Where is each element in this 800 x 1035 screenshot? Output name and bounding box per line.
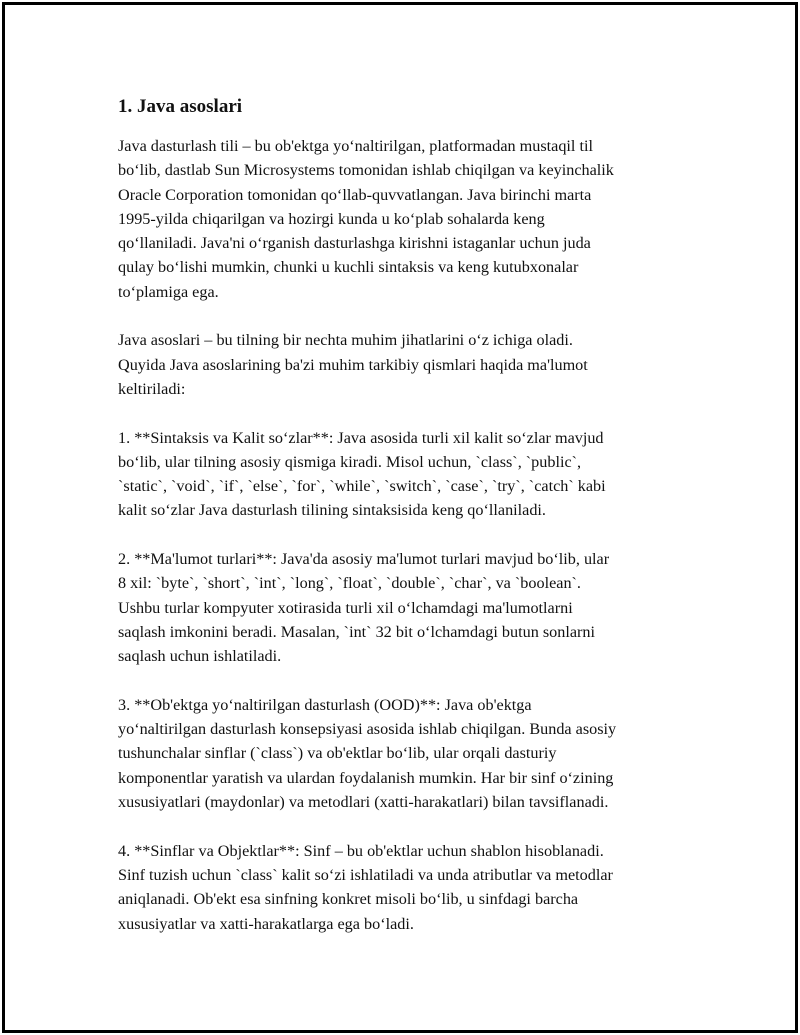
paragraph (118, 134, 698, 304)
text-line: 1995-yilda chiqarilgan va hozirgi kunda u koʻplab sohalarda keng (118, 209, 545, 228)
paragraph-list (118, 134, 698, 936)
text-line: 4. **Sinflar va Objektlar**: Sinf – bu ob'ektlar uchun shablon hisoblanadi. (118, 841, 604, 860)
paragraph (118, 839, 698, 936)
text-line: toʻplamiga ega. (118, 282, 219, 301)
text-line: Java dasturlash tili – bu ob'ektga yoʻnaltirilgan, platformadan mustaqil til (118, 137, 593, 155)
text-line: `static`, `void`, `if`, `else`, `for`, `while`, `switch`, `case`, `try`, `catch` kabi (118, 477, 606, 496)
paragraph (118, 547, 698, 668)
text-line: 3. **Ob'ektga yoʻnaltirilgan dasturlash (OOD)**: Java ob'ektga (118, 695, 532, 714)
text-line: yoʻnaltirilgan dasturlash konsepsiyasi asosida ishlab chiqilgan. Bunda asosiy (118, 720, 617, 739)
text-line: Quyida Java asoslarining ba'zi muhim tarkibiy qismlari haqida ma'lumot (118, 355, 588, 374)
paragraph (118, 328, 698, 401)
paragraph (118, 426, 698, 523)
text-line: Ushbu turlar kompyuter xotirasida turli xil oʻlchamdagi ma'lumotlarni (118, 598, 573, 617)
text-line: Sinf tuzish uchun `class` kalit soʻzi ishlatiladi va unda atributlar va metodlar (118, 865, 613, 884)
text-line: qulay boʻlishi mumkin, chunki u kuchli sintaksis va keng kutubxonalar (118, 258, 579, 277)
text-line: 2. **Ma'lumot turlari**: Java'da asosiy ma'lumot turlari mavjud boʻlib, ular (118, 550, 610, 569)
document-title: 1. Java asoslari (118, 96, 243, 117)
text-line: kalit soʻzlar Java dasturlash tilining sintaksisida keng qoʻllaniladi. (118, 501, 546, 520)
text-line: aniqlanadi. Ob'ekt esa sinfning konkret misoli boʻlib, u sinfdagi barcha (118, 890, 579, 909)
document-body (118, 93, 698, 936)
text-line: boʻlib, ular tilning asosiy qismiga kiradi. Misol uchun, `class`, `public`, (118, 452, 582, 471)
text-line: xususiyatlar va xatti-harakatlarga ega boʻladi. (118, 914, 414, 933)
text-line: komponentlar yaratish va ulardan foydalanish mumkin. Har bir sinf oʻzining (118, 768, 614, 787)
text-line: saqlash imkonini beradi. Masalan, `int` 32 bit oʻlchamdagi butun sonlarni (118, 622, 595, 641)
text-line: saqlash uchun ishlatiladi. (118, 647, 282, 666)
text-line: tushunchalar sinflar (`class`) va ob'ektlar boʻlib, ular orqali dasturiy (118, 744, 557, 763)
text-line: Java asoslari – bu tilning bir nechta muhim jihatlarini oʻz ichiga oladi. (118, 331, 573, 350)
text-line: qoʻllaniladi. Java'ni oʻrganish dasturlashga kirishni istaganlar uchun juda (118, 234, 591, 253)
text-line: xususiyatlari (maydonlar) va metodlari (xatti-harakatlari) bilan tavsiflanadi. (118, 793, 609, 812)
text-line: 8 xil: `byte`, `short`, `int`, `long`, `float`, `double`, `char`, va `boolean`. (118, 574, 581, 593)
text-line: keltiriladi: (118, 379, 186, 398)
text-line: 1. **Sintaksis va Kalit soʻzlar**: Java asosida turli xil kalit soʻzlar mavjud (118, 428, 604, 447)
text-line: Oracle Corporation tomonidan qoʻllab-quvvatlangan. Java birinchi marta (118, 185, 592, 204)
text-line: boʻlib, dastlab Sun Microsystems tomonidan ishlab chiqilgan va keyinchalik (118, 161, 614, 180)
paragraph (118, 693, 698, 814)
